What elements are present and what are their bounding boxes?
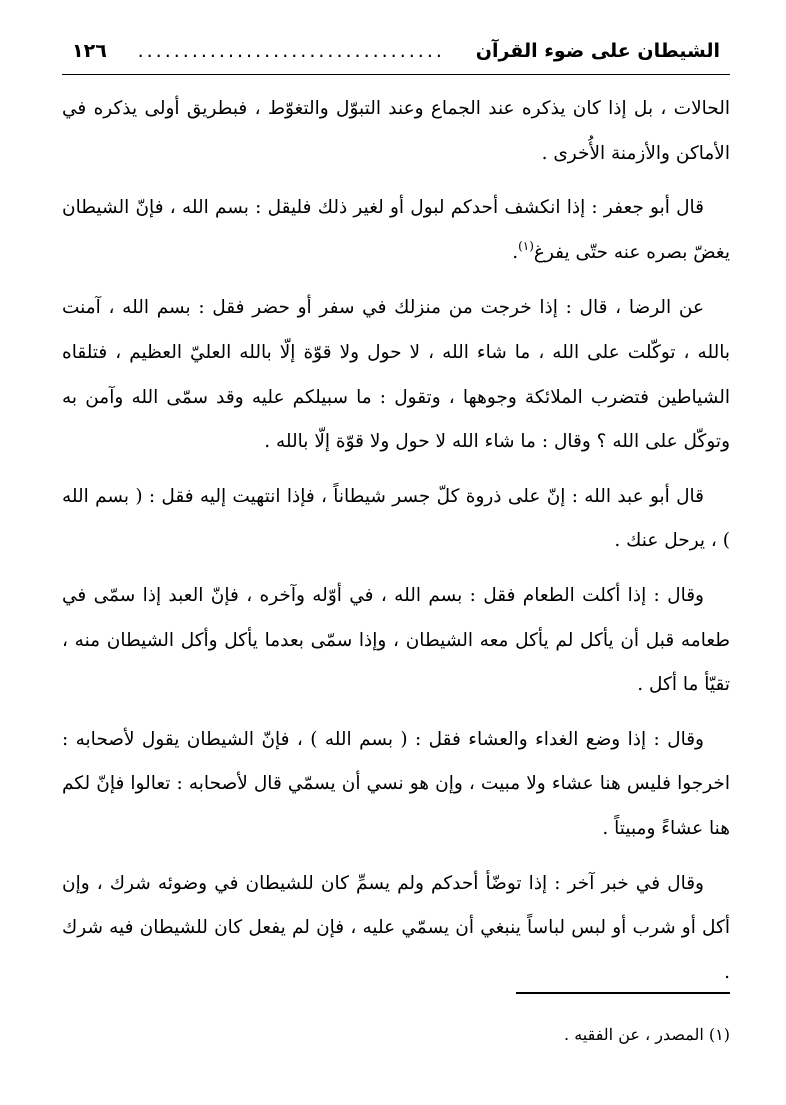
paragraph-2-text: قال أبو جعفر : إذا انكشف أحدكم لبول أو لغير ذلك فليقل : بسم الله ، فإنّ الشيطان يغضّ بصره عنه حتّى يفرغ (62, 197, 730, 263)
footnote: (١) المصدر ، عن الفقيه . (564, 1025, 730, 1044)
paragraph-4: قال أبو عبد الله : إنّ على ذروة كلّ جسر شيطاناً ، فإذا انتهيت إليه فقل : ( بسم الله ) ، يرحل عنك . (62, 485, 730, 552)
paragraph-1: الحالات ، بل إذا كان يذكره عند الجماع وعند التبوّل والتغوّط ، فبطريق أولى يذكره في الأماكن والأزمنة الأُخرى . (62, 98, 730, 164)
footnote-reference: (١) (518, 238, 534, 253)
page-number: ١٢٦ (72, 40, 107, 62)
paragraph-3: عن الرضا ، قال : إذا خرجت من منزلك في سفر أو حضر فقل : بسم الله ، آمنت بالله ، توكّلت على الله ، ما شاء الله ، لا حول ولا قوّة إلّا بالله العليّ العظيم ، فتلقاه الشياطين فتضرب الملائكة وجوهها ، وتقول : ما سبيلكم عليه وقد سمّى الله وآمن به وتوكّل على الله ؟ وقال : ما شاء الله لا حول ولا قوّة إلّا بالله . (62, 297, 730, 453)
paragraph-2: قال أبو جعفر : إذا انكشف أحدكم لبول أو لغير ذلك فليقل : بسم الله ، فإنّ الشيطان يغضّ بصره عنه حتّى يفرغ$^{(١)}$. (62, 197, 730, 263)
paragraph-5: وقال : إذا أكلت الطعام فقل : بسم الله ، في أوّله وآخره ، فإنّ العبد إذا سمّى في طعامه قبل أن يأكل لم يأكل معه الشيطان ، وإذا سمّى بعدما يأكل وأكل الشيطان منه ، تقيّأ ما أكل . (62, 584, 730, 696)
footnote-divider (516, 992, 730, 994)
body-text (62, 87, 730, 995)
paragraph-7: وقال في خبر آخر : إذا توضّأ أحدكم ولم يسمِّ كان للشيطان في وضوئه شرك ، وإن أكل أو شرب أو لبس لباساً ينبغي أن يسمّي عليه ، فإن لم يفعل كان للشيطان فيه شرك . (62, 872, 730, 983)
book-page (62, 36, 730, 1076)
leader-dots: .................................. (137, 40, 445, 62)
book-title: الشيطان على ضوء القرآن (475, 40, 720, 62)
paragraph-6: وقال : إذا وضع الغداء والعشاء فقل : ( بسم الله ) ، فإنّ الشيطان يقول لأصحابه : اخرجوا فليس هنا عشاء ولا مبيت ، وإن هو نسي أن يسمّي قال لأصحابه : تعالوا فإنّ لكم هنا عشاءً ومبيتاً . (62, 728, 730, 839)
running-header (62, 36, 730, 75)
